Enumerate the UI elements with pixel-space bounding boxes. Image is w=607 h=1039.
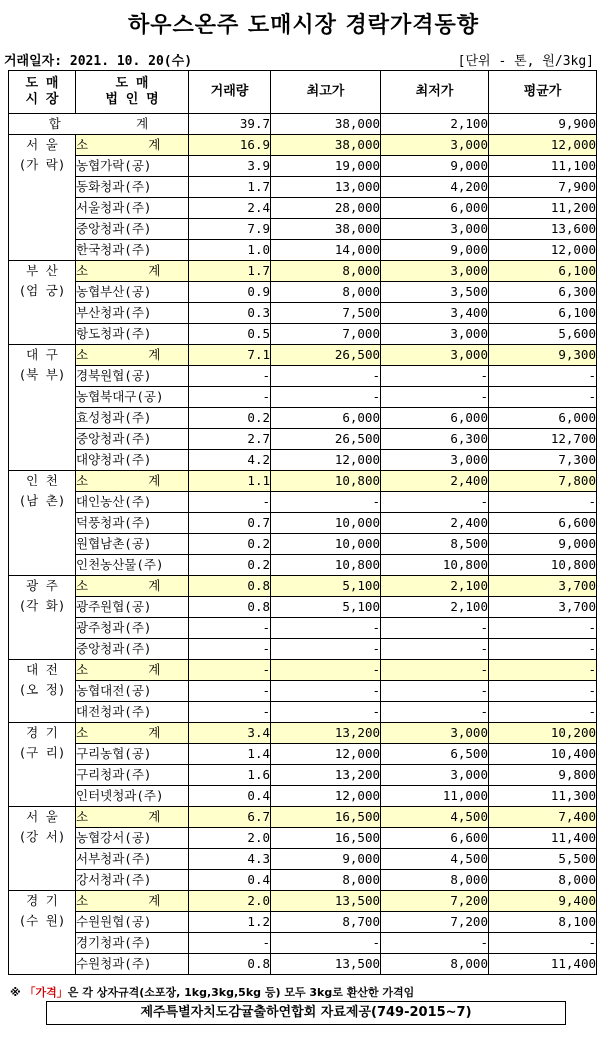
max-price-cell: - xyxy=(271,492,381,513)
max-price-cell: 7,500 xyxy=(271,303,381,324)
corporation-name: 농협북대구(공) xyxy=(76,387,189,408)
total-avg: 9,900 xyxy=(489,114,597,135)
min-price-cell: 2,400 xyxy=(381,471,489,492)
corporation-name: 덕풍청과(주) xyxy=(76,513,189,534)
min-price-cell: - xyxy=(381,618,489,639)
volume-cell: - xyxy=(189,492,271,513)
subtotal-row xyxy=(9,345,597,366)
volume-cell: 0.2 xyxy=(189,555,271,576)
avg-price-cell: - xyxy=(489,681,597,702)
volume-cell: 1.4 xyxy=(189,744,271,765)
avg-price-cell: 3,700 xyxy=(489,597,597,618)
avg-price-cell: 9,000 xyxy=(489,534,597,555)
corporation-name: 부산청과(주) xyxy=(76,303,189,324)
max-price-cell: - xyxy=(271,702,381,723)
min-price-cell: 3,000 xyxy=(381,135,489,156)
market-name: 부 산 (엄 궁) xyxy=(9,261,76,345)
corporation-name: 농협가락(공) xyxy=(76,156,189,177)
table-row xyxy=(9,177,597,198)
table-row xyxy=(9,954,597,975)
max-price-cell: 16,500 xyxy=(271,828,381,849)
volume-cell: 0.9 xyxy=(189,282,271,303)
total-max: 38,000 xyxy=(271,114,381,135)
corporation-name: 농협강서(공) xyxy=(76,828,189,849)
min-price-cell: 3,000 xyxy=(381,450,489,471)
max-price-cell: 13,500 xyxy=(271,954,381,975)
max-price-cell: 8,000 xyxy=(271,282,381,303)
min-price-cell: 8,000 xyxy=(381,870,489,891)
volume-cell: 2.0 xyxy=(189,891,271,912)
min-price-cell: - xyxy=(381,492,489,513)
table-row xyxy=(9,702,597,723)
avg-price-cell: 12,700 xyxy=(489,429,597,450)
corporation-name: 대인농산(주) xyxy=(76,492,189,513)
max-price-cell: 12,000 xyxy=(271,744,381,765)
avg-price-cell: 11,200 xyxy=(489,198,597,219)
corporation-name: 구리청과(주) xyxy=(76,765,189,786)
avg-price-cell: 9,800 xyxy=(489,765,597,786)
corporation-name: 농협대전(공) xyxy=(76,681,189,702)
corporation-name: 소 계 xyxy=(76,471,189,492)
max-price-cell: 16,500 xyxy=(271,807,381,828)
corporation-name: 동화청과(주) xyxy=(76,177,189,198)
volume-cell: 0.8 xyxy=(189,576,271,597)
min-price-cell: 4,500 xyxy=(381,849,489,870)
corporation-name: 한국청과(주) xyxy=(76,240,189,261)
min-price-cell: - xyxy=(381,933,489,954)
subtotal-row xyxy=(9,660,597,681)
max-price-cell: 12,000 xyxy=(271,450,381,471)
table-row xyxy=(9,681,597,702)
avg-price-cell: - xyxy=(489,618,597,639)
corporation-name: 소 계 xyxy=(76,660,189,681)
min-price-cell: - xyxy=(381,702,489,723)
table-row xyxy=(9,870,597,891)
avg-price-cell: - xyxy=(489,639,597,660)
subtotal-row xyxy=(9,891,597,912)
table-row xyxy=(9,786,597,807)
avg-price-cell: 9,300 xyxy=(489,345,597,366)
table-row xyxy=(9,240,597,261)
volume-cell: 3.4 xyxy=(189,723,271,744)
volume-cell: - xyxy=(189,618,271,639)
market-name: 대 전 (오 정) xyxy=(9,660,76,723)
avg-price-cell: 5,600 xyxy=(489,324,597,345)
volume-cell: - xyxy=(189,660,271,681)
volume-cell: 0.8 xyxy=(189,954,271,975)
table-row xyxy=(9,828,597,849)
max-price-cell: 5,100 xyxy=(271,576,381,597)
col-market: 도 매 시 장 xyxy=(9,71,76,114)
table-row xyxy=(9,156,597,177)
note-text: 은 각 상자규격(소포장, 1kg,3kg,5kg 등) 모두 3kg로 환산한 가격임 xyxy=(67,986,415,999)
min-price-cell: 2,100 xyxy=(381,576,489,597)
min-price-cell: 3,000 xyxy=(381,765,489,786)
table-row xyxy=(9,555,597,576)
volume-cell: 2.4 xyxy=(189,198,271,219)
corporation-name: 원협남촌(공) xyxy=(76,534,189,555)
corporation-name: 소 계 xyxy=(76,261,189,282)
note-quoted: 「가격」 xyxy=(24,986,68,999)
max-price-cell: 19,000 xyxy=(271,156,381,177)
corporation-name: 인터넷청과(주) xyxy=(76,786,189,807)
table-row xyxy=(9,765,597,786)
avg-price-cell: 10,400 xyxy=(489,744,597,765)
min-price-cell: 3,000 xyxy=(381,345,489,366)
corporation-name: 소 계 xyxy=(76,135,189,156)
corporation-name: 소 계 xyxy=(76,723,189,744)
table-row xyxy=(9,282,597,303)
avg-price-cell: 6,100 xyxy=(489,261,597,282)
min-price-cell: - xyxy=(381,639,489,660)
avg-price-cell: 7,900 xyxy=(489,177,597,198)
avg-price-cell: 12,000 xyxy=(489,240,597,261)
total-row xyxy=(9,114,597,135)
avg-price-cell: - xyxy=(489,702,597,723)
corporation-name: 중앙청과(주) xyxy=(76,639,189,660)
min-price-cell: 9,000 xyxy=(381,156,489,177)
table-row xyxy=(9,408,597,429)
avg-price-cell: 10,800 xyxy=(489,555,597,576)
subtotal-row xyxy=(9,723,597,744)
corporation-name: 효성청과(주) xyxy=(76,408,189,429)
unit-label: [단위 - 톤, 원/3kg] xyxy=(457,54,594,69)
min-price-cell: - xyxy=(381,681,489,702)
volume-cell: 3.9 xyxy=(189,156,271,177)
volume-cell: 1.2 xyxy=(189,912,271,933)
corporation-name: 서부청과(주) xyxy=(76,849,189,870)
corporation-name: 광주원협(공) xyxy=(76,597,189,618)
max-price-cell: 10,800 xyxy=(271,555,381,576)
volume-cell: 0.2 xyxy=(189,408,271,429)
max-price-cell: - xyxy=(271,387,381,408)
max-price-cell: - xyxy=(271,660,381,681)
min-price-cell: 2,100 xyxy=(381,597,489,618)
corporation-name: 경북원협(공) xyxy=(76,366,189,387)
avg-price-cell: 6,300 xyxy=(489,282,597,303)
min-price-cell: 3,000 xyxy=(381,219,489,240)
volume-cell: 0.4 xyxy=(189,786,271,807)
avg-price-cell: - xyxy=(489,492,597,513)
market-name: 인 천 (남 촌) xyxy=(9,471,76,576)
min-price-cell: 3,000 xyxy=(381,324,489,345)
table-row xyxy=(9,744,597,765)
max-price-cell: 13,200 xyxy=(271,765,381,786)
avg-price-cell: 11,300 xyxy=(489,786,597,807)
volume-cell: 1.7 xyxy=(189,261,271,282)
avg-price-cell: - xyxy=(489,387,597,408)
corporation-name: 서울청과(주) xyxy=(76,198,189,219)
total-volume: 39.7 xyxy=(189,114,271,135)
market-name: 경 기 (수 원) xyxy=(9,891,76,975)
header-row xyxy=(9,71,597,114)
min-price-cell: 6,000 xyxy=(381,198,489,219)
corporation-name: 수원원협(공) xyxy=(76,912,189,933)
volume-cell: 2.0 xyxy=(189,828,271,849)
min-price-cell: 3,500 xyxy=(381,282,489,303)
volume-cell: 6.7 xyxy=(189,807,271,828)
subtotal-row xyxy=(9,807,597,828)
min-price-cell: 6,600 xyxy=(381,828,489,849)
volume-cell: 0.3 xyxy=(189,303,271,324)
min-price-cell: 2,400 xyxy=(381,513,489,534)
subtotal-row xyxy=(9,261,597,282)
max-price-cell: - xyxy=(271,639,381,660)
report-meta xyxy=(4,50,600,68)
corporation-name: 경기청과(주) xyxy=(76,933,189,954)
min-price-cell: 8,000 xyxy=(381,954,489,975)
max-price-cell: 26,500 xyxy=(271,429,381,450)
market-name: 경 기 (구 리) xyxy=(9,723,76,807)
corporation-name: 중앙청과(주) xyxy=(76,219,189,240)
max-price-cell: 8,000 xyxy=(271,261,381,282)
col-avg-price: 평균가 xyxy=(489,71,597,114)
volume-cell: - xyxy=(189,702,271,723)
volume-cell: 16.9 xyxy=(189,135,271,156)
max-price-cell: 8,000 xyxy=(271,870,381,891)
col-volume: 거래량 xyxy=(189,71,271,114)
volume-cell: 1.1 xyxy=(189,471,271,492)
min-price-cell: - xyxy=(381,366,489,387)
max-price-cell: 9,000 xyxy=(271,849,381,870)
col-max-price: 최고가 xyxy=(271,71,381,114)
volume-cell: 0.8 xyxy=(189,597,271,618)
volume-cell: - xyxy=(189,933,271,954)
corporation-name: 소 계 xyxy=(76,576,189,597)
corporation-name: 광주청과(주) xyxy=(76,618,189,639)
volume-cell: 4.2 xyxy=(189,450,271,471)
max-price-cell: 13,000 xyxy=(271,177,381,198)
table-row xyxy=(9,303,597,324)
volume-cell: 2.7 xyxy=(189,429,271,450)
table-row xyxy=(9,429,597,450)
min-price-cell: - xyxy=(381,660,489,681)
max-price-cell: 7,000 xyxy=(271,324,381,345)
avg-price-cell: 7,300 xyxy=(489,450,597,471)
volume-cell: 0.2 xyxy=(189,534,271,555)
footnote xyxy=(10,984,414,1000)
corporation-name: 구리농협(공) xyxy=(76,744,189,765)
table-row xyxy=(9,618,597,639)
avg-price-cell: 6,600 xyxy=(489,513,597,534)
market-name: 서 울 (강 서) xyxy=(9,807,76,891)
max-price-cell: 38,000 xyxy=(271,135,381,156)
corporation-name: 수원청과(주) xyxy=(76,954,189,975)
market-name: 서 울 (가 락) xyxy=(9,135,76,261)
max-price-cell: - xyxy=(271,681,381,702)
max-price-cell: 38,000 xyxy=(271,219,381,240)
table-row xyxy=(9,324,597,345)
price-table xyxy=(8,70,597,975)
volume-cell: 0.7 xyxy=(189,513,271,534)
note-mark: ※ xyxy=(10,986,25,999)
max-price-cell: 13,500 xyxy=(271,891,381,912)
table-row xyxy=(9,219,597,240)
corporation-name: 대양청과(주) xyxy=(76,450,189,471)
volume-cell: 0.5 xyxy=(189,324,271,345)
avg-price-cell: 5,500 xyxy=(489,849,597,870)
avg-price-cell: 11,400 xyxy=(489,828,597,849)
volume-cell: 0.4 xyxy=(189,870,271,891)
table-row xyxy=(9,492,597,513)
max-price-cell: - xyxy=(271,618,381,639)
min-price-cell: 8,500 xyxy=(381,534,489,555)
max-price-cell: 5,100 xyxy=(271,597,381,618)
avg-price-cell: - xyxy=(489,366,597,387)
max-price-cell: 10,000 xyxy=(271,534,381,555)
min-price-cell: 4,500 xyxy=(381,807,489,828)
volume-cell: - xyxy=(189,387,271,408)
max-price-cell: 8,700 xyxy=(271,912,381,933)
min-price-cell: - xyxy=(381,387,489,408)
table-row xyxy=(9,450,597,471)
max-price-cell: 28,000 xyxy=(271,198,381,219)
col-corporation: 도 매 법 인 명 xyxy=(76,71,189,114)
subtotal-row xyxy=(9,576,597,597)
corporation-name: 강서청과(주) xyxy=(76,870,189,891)
table-row xyxy=(9,513,597,534)
max-price-cell: 12,000 xyxy=(271,786,381,807)
volume-cell: 7.1 xyxy=(189,345,271,366)
table-row xyxy=(9,387,597,408)
volume-cell: 1.7 xyxy=(189,177,271,198)
avg-price-cell: 6,000 xyxy=(489,408,597,429)
subtotal-row xyxy=(9,471,597,492)
volume-cell: - xyxy=(189,681,271,702)
market-name: 대 구 (북 부) xyxy=(9,345,76,471)
avg-price-cell: 7,400 xyxy=(489,807,597,828)
corporation-name: 농협부산(공) xyxy=(76,282,189,303)
avg-price-cell: 7,800 xyxy=(489,471,597,492)
volume-cell: 1.0 xyxy=(189,240,271,261)
corporation-name: 중앙청과(주) xyxy=(76,429,189,450)
avg-price-cell: 13,600 xyxy=(489,219,597,240)
table-row xyxy=(9,597,597,618)
volume-cell: - xyxy=(189,366,271,387)
max-price-cell: 10,800 xyxy=(271,471,381,492)
volume-cell: 4.3 xyxy=(189,849,271,870)
table-row xyxy=(9,639,597,660)
min-price-cell: 7,200 xyxy=(381,891,489,912)
subtotal-row xyxy=(9,135,597,156)
corporation-name: 소 계 xyxy=(76,891,189,912)
total-label: 합 계 xyxy=(9,114,189,135)
max-price-cell: 26,500 xyxy=(271,345,381,366)
avg-price-cell: 11,400 xyxy=(489,954,597,975)
corporation-name: 대전청과(주) xyxy=(76,702,189,723)
col-min-price: 최저가 xyxy=(381,71,489,114)
volume-cell: 7.9 xyxy=(189,219,271,240)
max-price-cell: - xyxy=(271,933,381,954)
table-row xyxy=(9,849,597,870)
trade-date: 거래일자: 2021. 10. 20(수) xyxy=(4,54,193,69)
corporation-name: 소 계 xyxy=(76,345,189,366)
corporation-name: 인천농산물(주) xyxy=(76,555,189,576)
volume-cell: 1.6 xyxy=(189,765,271,786)
table-row xyxy=(9,534,597,555)
table-row xyxy=(9,933,597,954)
max-price-cell: 14,000 xyxy=(271,240,381,261)
max-price-cell: - xyxy=(271,366,381,387)
min-price-cell: 6,300 xyxy=(381,429,489,450)
avg-price-cell: 8,100 xyxy=(489,912,597,933)
min-price-cell: 7,200 xyxy=(381,912,489,933)
max-price-cell: 13,200 xyxy=(271,723,381,744)
avg-price-cell: - xyxy=(489,660,597,681)
avg-price-cell: 9,400 xyxy=(489,891,597,912)
min-price-cell: 11,000 xyxy=(381,786,489,807)
table-row xyxy=(9,366,597,387)
avg-price-cell: 11,100 xyxy=(489,156,597,177)
source-credit: 제주특별자치도감귤출하연합회 자료제공(749-2015~7) xyxy=(46,1001,566,1025)
min-price-cell: 3,000 xyxy=(381,261,489,282)
min-price-cell: 6,500 xyxy=(381,744,489,765)
min-price-cell: 6,000 xyxy=(381,408,489,429)
min-price-cell: 10,800 xyxy=(381,555,489,576)
page-title: 하우스온주 도매시장 경락가격동향 xyxy=(127,13,480,38)
avg-price-cell: - xyxy=(489,933,597,954)
avg-price-cell: 10,200 xyxy=(489,723,597,744)
table-row xyxy=(9,198,597,219)
volume-cell: - xyxy=(189,639,271,660)
avg-price-cell: 12,000 xyxy=(489,135,597,156)
market-name: 광 주 (각 화) xyxy=(9,576,76,660)
total-min: 2,100 xyxy=(381,114,489,135)
max-price-cell: 10,000 xyxy=(271,513,381,534)
avg-price-cell: 6,100 xyxy=(489,303,597,324)
min-price-cell: 3,400 xyxy=(381,303,489,324)
min-price-cell: 9,000 xyxy=(381,240,489,261)
corporation-name: 소 계 xyxy=(76,807,189,828)
min-price-cell: 4,200 xyxy=(381,177,489,198)
table-row xyxy=(9,912,597,933)
avg-price-cell: 3,700 xyxy=(489,576,597,597)
corporation-name: 항도청과(주) xyxy=(76,324,189,345)
max-price-cell: 6,000 xyxy=(271,408,381,429)
min-price-cell: 3,000 xyxy=(381,723,489,744)
avg-price-cell: 8,000 xyxy=(489,870,597,891)
